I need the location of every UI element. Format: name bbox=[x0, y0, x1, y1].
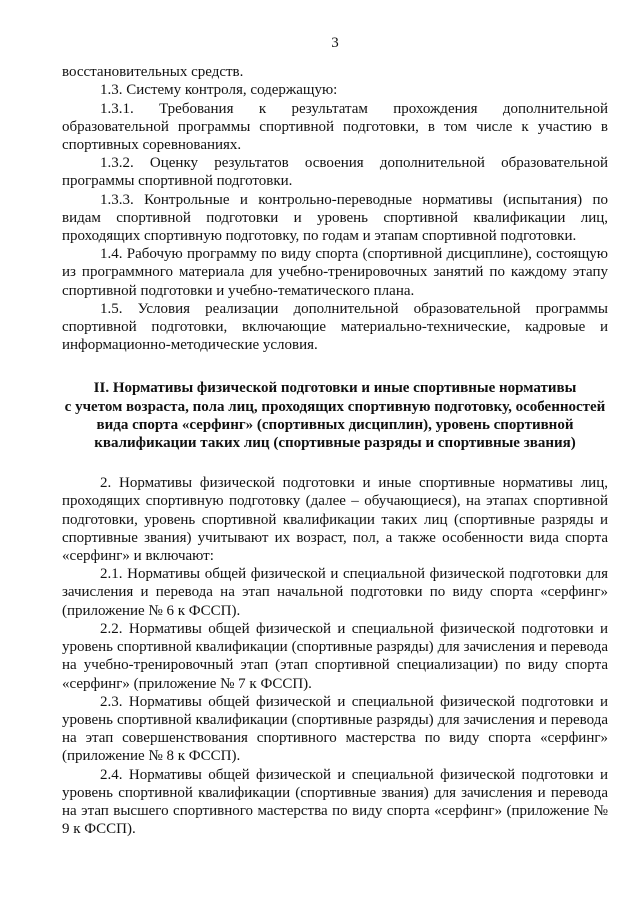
paragraph-1-3-2: 1.3.2. Оценку результатов освоения дополнительной образовательной программы спортивной подготовки. bbox=[62, 155, 608, 190]
page-number: 3 bbox=[331, 35, 339, 51]
section-heading-line: II. Нормативы физической подготовки и иные спортивные нормативы bbox=[93, 380, 577, 397]
paragraph-2: 2. Нормативы физической подготовки и иные спортивные нормативы лиц, проходящих спортивную подготовку (далее – обучающиеся), на этапах спортивной подготовки, уровень спортивной квалификации таких лиц (спортивные разряды и спортивные звания) учитывают их возраст, пол, а также особенности вида спорта «серфинг» и включают: bbox=[62, 475, 608, 565]
section-heading-line: квалификации таких лиц (спортивные разряды и спортивные звания) bbox=[94, 435, 576, 452]
paragraph-1-2-tail: восстановительных средств. bbox=[62, 64, 244, 81]
paragraph-2-2: 2.2. Нормативы общей физической и специальной физической подготовки и уровень спортивной квалификации (спортивные разряды) для зачисления и перевода на учебно-тренировочный этап (этап спортивной специализации) по виду спорта «серфинг» (приложение № 7 к ФССП). bbox=[62, 620, 608, 692]
section-heading-line: вида спорта «серфинг» (спортивных дисциплин), уровень спортивной bbox=[96, 416, 574, 433]
paragraph-1-5: 1.5. Условия реализации дополнительной образовательной программы спортивной подготовки, включающие материально-технические, кадровые и информационно-методические условия. bbox=[62, 300, 608, 354]
document-page bbox=[62, 34, 608, 838]
paragraph-1-3: 1.3. Систему контроля, содержащую: bbox=[100, 82, 338, 99]
paragraph-1-4: 1.4. Рабочую программу по виду спорта (спортивной дисциплине), состоящую из программного материала для учебно-тренировочных занятий по каждому этапу спортивной подготовки и учебно-тематического плана. bbox=[62, 246, 608, 299]
paragraph-1-3-3: 1.3.3. Контрольные и контрольно-переводные нормативы (испытания) по видам спортивной подготовки и уровень спортивной квалификации лиц, проходящих спортивную подготовку, по годам и этапам спортивной подготовки. bbox=[62, 191, 608, 245]
paragraph-2-3: 2.3. Нормативы общей физической и специальной физической подготовки и уровень спортивной квалификации (спортивные разряды) для зачисления и перевода на этап совершенствования спортивного мастерства по виду спорта «серфинг» (приложение № 8 к ФССП). bbox=[62, 693, 608, 765]
paragraph-2-1: 2.1. Нормативы общей физической и специальной физической подготовки для зачисления и перевода на этап начальной подготовки по виду спорта «серфинг» (приложение № 6 к ФССП). bbox=[62, 566, 608, 619]
paragraph-1-3-1: 1.3.1. Требования к результатам прохождения дополнительной образовательной программы спортивной подготовки, в том числе к участию в спортивных соревнованиях. bbox=[62, 100, 608, 154]
section-heading bbox=[62, 379, 608, 452]
section-heading-line: с учетом возраста, пола лиц, проходящих спортивную подготовку, особенностей bbox=[64, 398, 606, 415]
paragraph-2-4: 2.4. Нормативы общей физической и специальной физической подготовки и уровень спортивной квалификации (спортивные звания) для зачисления и перевода на этап высшего спортивного мастерства по виду спорта «серфинг» (приложение № 9 к ФССП). bbox=[62, 766, 608, 838]
